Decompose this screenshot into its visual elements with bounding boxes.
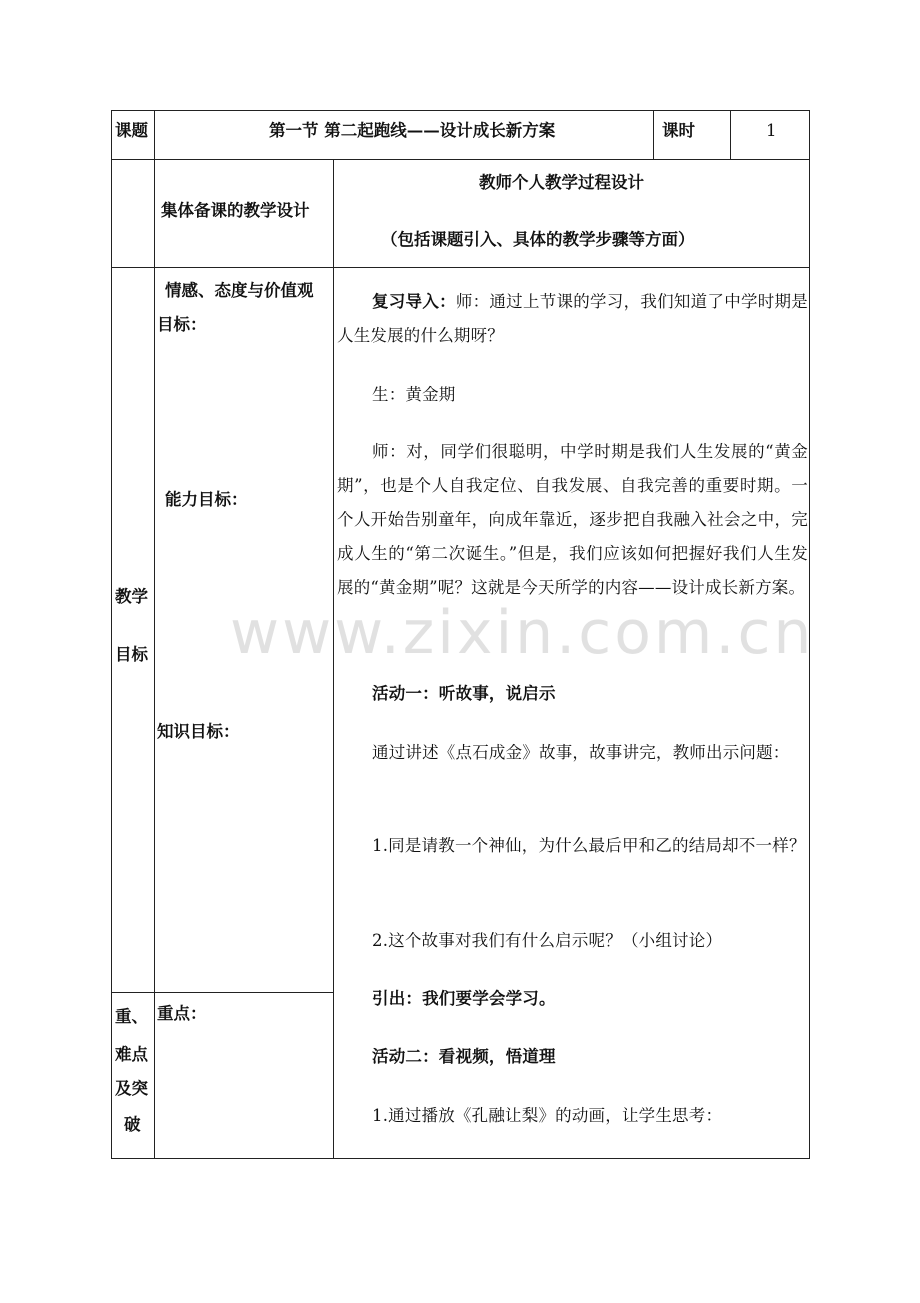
keypoints-label-line3: 及突 <box>115 1079 148 1098</box>
period-value: 1 <box>766 121 777 140</box>
period-label: 课时 <box>662 121 695 140</box>
question-1: 1.同是请教一个神仙，为什么最后甲和乙的结局却不一样？ <box>372 836 806 855</box>
activity2-item1: 1.通过播放《孔融让梨》的动画，让学生思考： <box>372 1106 723 1125</box>
activity1-title: 活动一：听故事，说启示 <box>372 684 556 703</box>
review-text: 师：通过上节课的学习，我们知道了中学时期是人生发展的什么期呀？ <box>337 292 808 345</box>
personal-design-title: 教师个人教学过程设计 <box>479 173 644 192</box>
col-divider-period-label <box>653 110 654 159</box>
ability-objective: 能力目标： <box>165 490 248 509</box>
personal-design-note: （包括课题引入、具体的教学步骤等方面） <box>381 230 695 249</box>
question-2: 2.这个故事对我们有什么启示呢？（小组讨论） <box>372 931 723 950</box>
row-divider-header <box>111 159 810 160</box>
watermark: www.zixin.com.cn <box>230 598 815 668</box>
activity2-title: 活动二：看视频，悟道理 <box>372 1047 556 1066</box>
collective-design-heading: 集体备课的教学设计 <box>161 201 310 220</box>
objectives-label-line2: 目标 <box>115 645 148 664</box>
review-intro-paragraph <box>337 285 808 353</box>
col-divider-label <box>154 110 155 1159</box>
row-divider-keypoints <box>111 992 334 993</box>
review-lead: 复习导入： <box>372 292 456 311</box>
keypoints-label-line4: 破 <box>124 1115 141 1134</box>
emotion-objective-line2: 目标： <box>157 315 207 334</box>
row-divider-subheader <box>111 267 810 268</box>
topic-title: 第一节 第二起跑线——设计成长新方案 <box>269 121 556 140</box>
emotion-objective-line1: 情感、态度与价值观 <box>165 281 314 300</box>
conclusion: 引出：我们要学会学习。 <box>372 989 556 1008</box>
focus-label: 重点： <box>157 1004 207 1023</box>
objectives-label-line1: 教学 <box>115 587 148 606</box>
activity1-intro: 通过讲述《点石成金》故事，故事讲完，教师出示问题： <box>372 743 790 762</box>
knowledge-objective: 知识目标： <box>157 722 240 741</box>
teacher-explanation: 师：对，同学们很聪明，中学时期是我们人生发展的“黄金期”，也是个人自我定位、自我发展、自我完善的重要时期。一个人开始告别童年，向成年靠近，逐步把自我融入社会之中，完成人生的“第二次诞生。”但是，我们应该如何把握好我们人生发展的“黄金期”呢？这就是今天所学的内容——设计成长新方案。 <box>337 442 808 597</box>
student-answer: 生：黄金期 <box>372 385 456 404</box>
col-divider-period-value <box>730 110 731 159</box>
keypoints-label-line1: 重、 <box>115 1007 148 1026</box>
keypoints-label-line2: 难点 <box>115 1045 148 1064</box>
topic-label: 课题 <box>115 121 148 140</box>
